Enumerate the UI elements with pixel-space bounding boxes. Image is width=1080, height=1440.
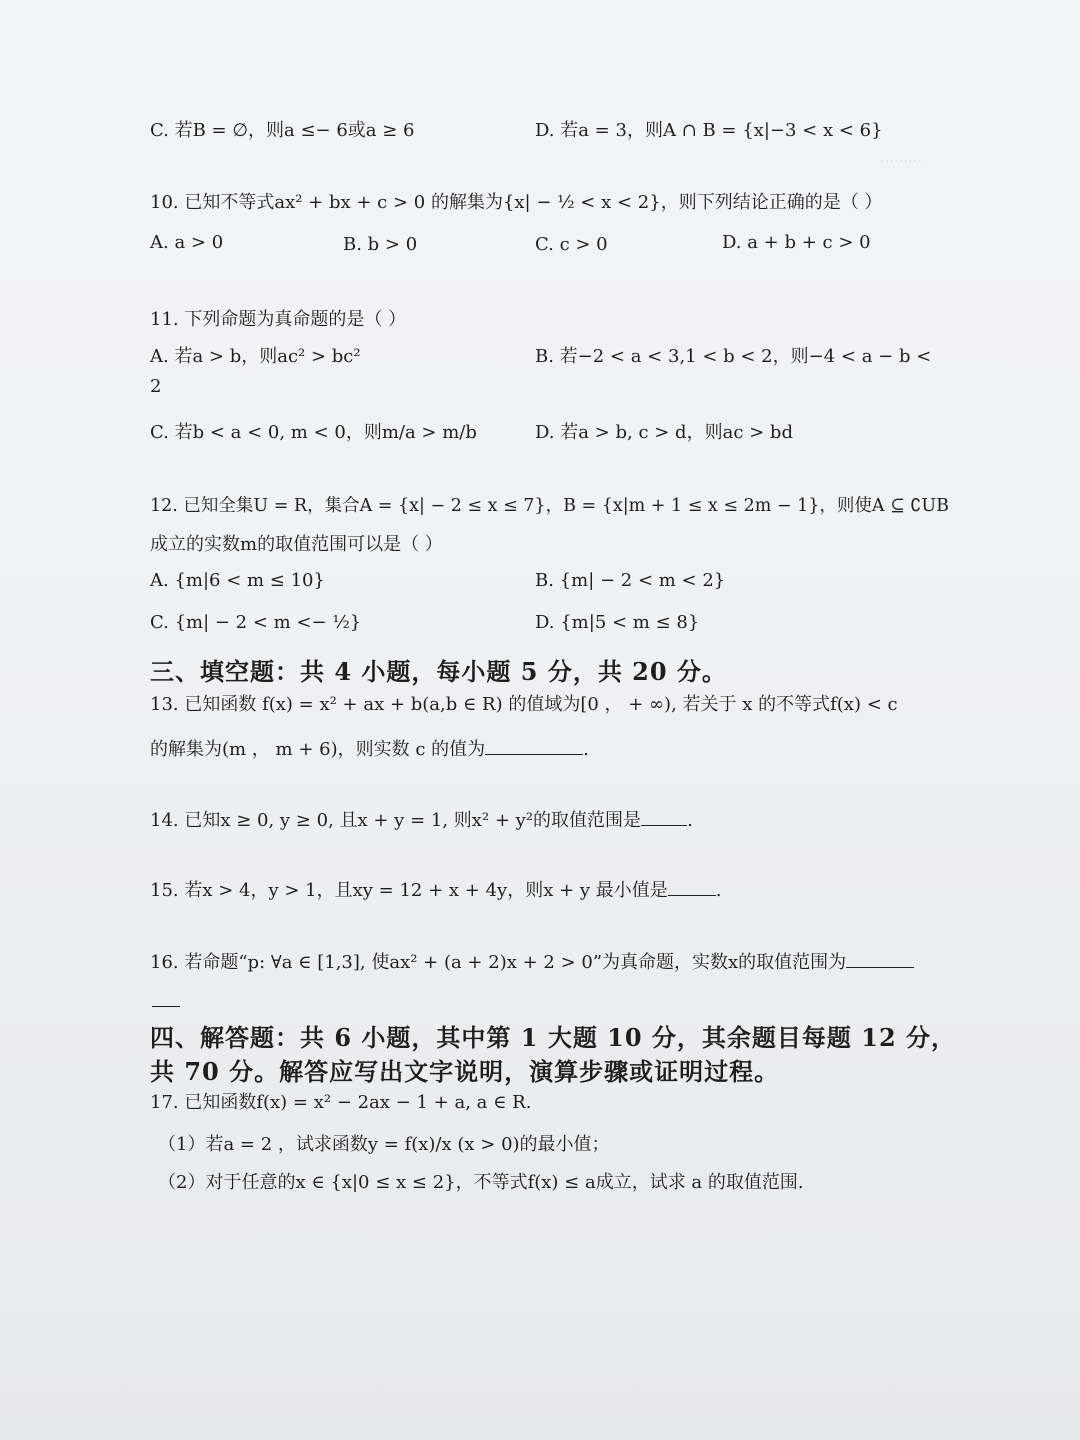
q10-stem: 10. 已知不等式ax² + bx + c > 0 的解集为{x| − ½ < x < 2}，则下列结论正确的是（ ） [150,192,883,213]
q11-option-c: C. 若b < a < 0, m < 0，则m/a > m/b [150,422,477,443]
q13-line2-wrap: 的解集为(m ， m + 6)，则实数 c 的值为 . [150,739,589,760]
bleed-through-text: ……… [880,150,922,166]
q16-answer-blank[interactable] [846,951,914,968]
q13-line1: 13. 已知函数 f(x) = x² + ax + b(a,b ∈ R) 的值域为[0 ， + ∞), 若关于 x 的不等式f(x) < c [150,694,898,715]
q11-option-b: B. 若−2 < a < 3,1 < b < 2，则−4 < a − b < [535,346,932,367]
q10-option-c: C. c > 0 [535,234,608,255]
q10-option-d: D. a + b + c > 0 [722,232,871,253]
q12-option-c: C. {m| − 2 < m <− ½} [150,612,362,633]
q12-option-b: B. {m| − 2 < m < 2} [535,570,726,591]
q16-wrap [150,948,914,974]
q11-option-b-wrap: 2 [150,376,162,397]
q17-part1: （1）若a = 2 ，试求函数y = f(x)/x (x > 0)的最小值； [158,1134,610,1155]
q12-option-a: A. {m|6 < m ≤ 10} [150,570,325,591]
q15-wrap: 15. 若x > 4，y > 1，且xy = 12 + x + 4y，则x + y 最小值是 . [150,880,722,901]
section4-heading-line2: 共 70 分。解答应写出文字说明，演算步骤或证明过程。 [150,1057,780,1086]
q17-part2: （2）对于任意的x ∈ {x|0 ≤ x ≤ 2}，不等式f(x) ≤ a成立，试求 a 的取值范围. [158,1172,804,1193]
q12-stem-line2: 成立的实数m的取值范围可以是（ ） [150,534,443,555]
section4-heading-line1: 四、解答题：共 6 小题，其中第 1 大题 10 分，其余题目每题 12 分， [150,1023,957,1052]
q12-option-d: D. {m|5 < m ≤ 8} [535,612,700,633]
q10-option-b: B. b > 0 [343,234,418,255]
q11-option-d: D. 若a > b, c > d，则ac > bd [535,422,793,443]
q13-answer-blank[interactable] [485,738,583,755]
q14-answer-blank[interactable] [641,809,687,826]
q17-stem: 17. 已知函数f(x) = x² − 2ax − 1 + a, a ∈ R. [150,1092,532,1113]
q16-text: 16. 若命题“p: ∀a ∈ [1,3], 使ax² + (a + 2)x + 2 > 0”为真命题，实数x的取值范围为 [150,952,847,973]
q11-stem: 11. 下列命题为真命题的是（ ） [150,309,407,330]
q9-option-c: C. 若B = ∅，则a ≤− 6或a ≥ 6 [150,120,415,141]
q14-wrap: 14. 已知x ≥ 0, y ≥ 0, 且x + y = 1, 则x² + y²的取值范围是 . [150,810,693,831]
q10-option-a: A. a > 0 [150,232,224,253]
q11-option-a: A. 若a > b，则ac² > bc² [150,346,361,367]
q9-option-d: D. 若a = 3，则A ∩ B = {x|−3 < x < 6} [535,120,883,141]
q15-answer-blank[interactable] [668,879,716,896]
section3-heading: 三、填空题：共 4 小题，每小题 5 分，共 20 分。 [150,657,727,686]
q12-stem-line1: 12. 已知全集U = R，集合A = {x| − 2 ≤ x ≤ 7}，B = {x|m + 1 ≤ x ≤ 2m − 1}，则使A ⊆ ∁UB [150,496,950,516]
q16-answer-blank-continued[interactable] [152,990,180,1007]
q15-text: 15. 若x > 4，y > 1，且xy = 12 + x + 4y，则x + y 最小值是 [150,880,668,901]
q14-text: 14. 已知x ≥ 0, y ≥ 0, 且x + y = 1, 则x² + y²的取值范围是 [150,810,642,831]
q13-line2: 的解集为(m ， m + 6)，则实数 c 的值为 [150,739,486,760]
